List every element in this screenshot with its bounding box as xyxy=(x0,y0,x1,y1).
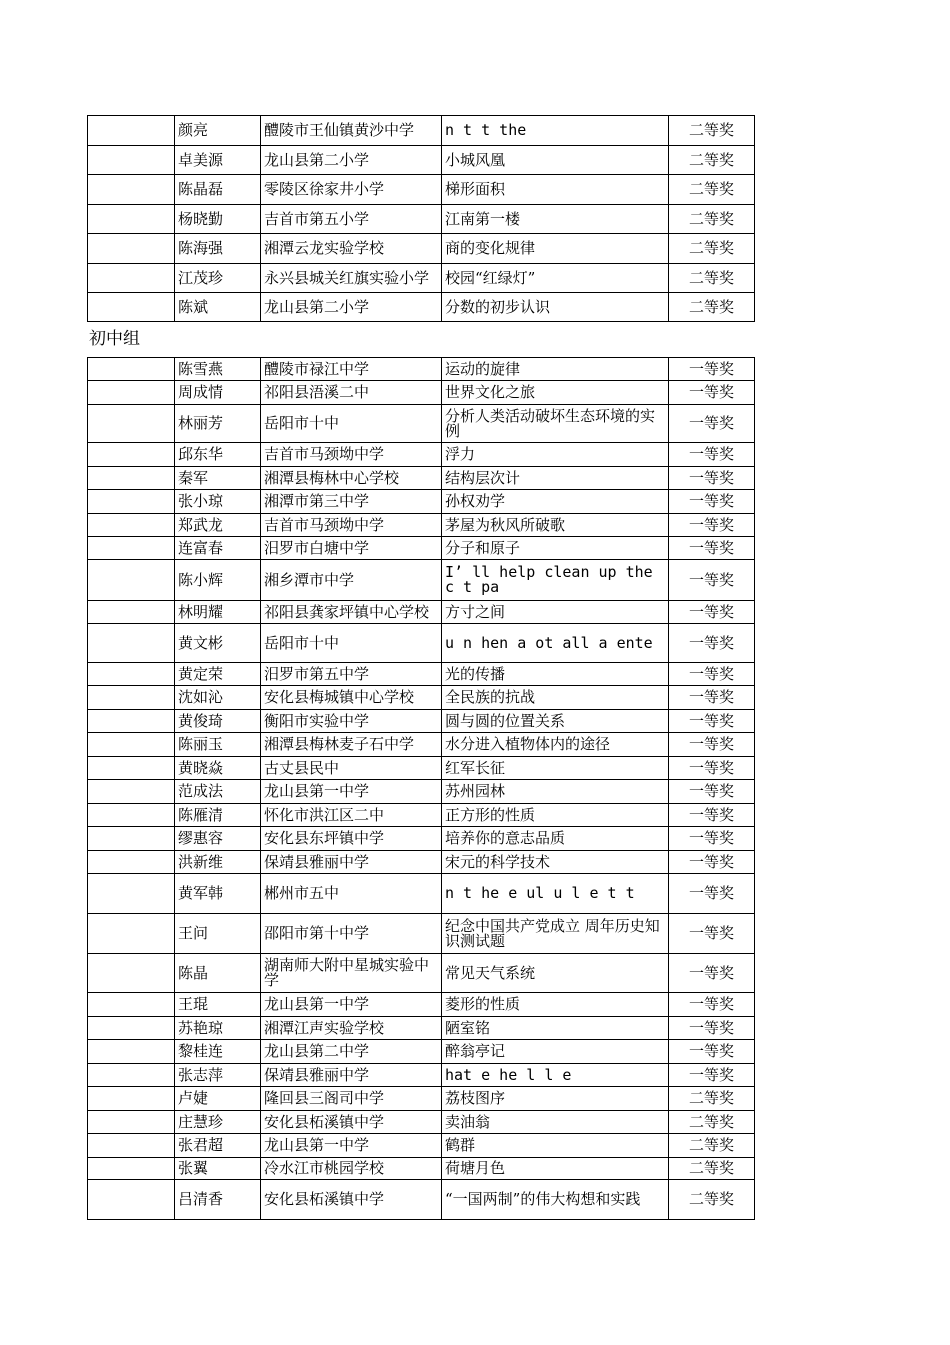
award-cell: 一等奖 xyxy=(669,954,755,993)
title-cell: n t t the xyxy=(442,116,669,146)
award-cell: 一等奖 xyxy=(669,874,755,914)
index-cell xyxy=(88,710,175,733)
title-cell: 荔枝图序 xyxy=(442,1087,669,1111)
title-cell: 菱形的性质 xyxy=(442,993,669,1017)
school-cell: 醴陵市禄江中学 xyxy=(261,358,442,381)
name-cell: 黄军韩 xyxy=(175,874,261,914)
index-cell xyxy=(88,780,175,804)
table-row xyxy=(88,234,755,264)
table-row xyxy=(88,205,755,234)
table-row xyxy=(88,1017,755,1040)
title-cell: 分子和原子 xyxy=(442,537,669,560)
school-cell: 汨罗市第五中学 xyxy=(261,663,442,686)
award-cell: 二等奖 xyxy=(669,116,755,146)
name-cell: 林丽芳 xyxy=(175,405,261,443)
school-cell: 湖南师大附中星城实验中学 xyxy=(261,954,442,993)
award-cell: 二等奖 xyxy=(669,234,755,264)
award-cell: 一等奖 xyxy=(669,710,755,733)
name-cell: 陈晶 xyxy=(175,954,261,993)
table-row xyxy=(88,537,755,560)
title-cell: 茅屋为秋风所破歌 xyxy=(442,514,669,537)
award-cell: 一等奖 xyxy=(669,443,755,467)
school-cell: 醴陵市王仙镇黄沙中学 xyxy=(261,116,442,146)
table-row xyxy=(88,1064,755,1087)
index-cell xyxy=(88,514,175,537)
award-cell: 二等奖 xyxy=(669,1158,755,1180)
school-cell: 龙山县第一中学 xyxy=(261,993,442,1017)
name-cell: 黄晓焱 xyxy=(175,757,261,780)
table-row xyxy=(88,490,755,514)
school-cell: 安化县梅城镇中心学校 xyxy=(261,686,442,710)
index-cell xyxy=(88,827,175,851)
table-row xyxy=(88,686,755,710)
title-cell: 孙权劝学 xyxy=(442,490,669,514)
name-cell: 周成情 xyxy=(175,381,261,405)
awards-table-junior-high-body xyxy=(88,358,755,1220)
index-cell xyxy=(88,1111,175,1134)
awards-table-junior-high xyxy=(87,357,755,1220)
title-cell: 苏州园林 xyxy=(442,780,669,804)
table-row xyxy=(88,1180,755,1220)
name-cell: 陈丽玉 xyxy=(175,733,261,757)
index-cell xyxy=(88,537,175,560)
table-row xyxy=(88,1111,755,1134)
name-cell: 邱东华 xyxy=(175,443,261,467)
title-cell: 陋室铭 xyxy=(442,1017,669,1040)
school-cell: 龙山县第一中学 xyxy=(261,780,442,804)
school-cell: 安化县柘溪镇中学 xyxy=(261,1180,442,1220)
table-row xyxy=(88,827,755,851)
title-cell: 常见天气系统 xyxy=(442,954,669,993)
name-cell: 陈海强 xyxy=(175,234,261,264)
index-cell xyxy=(88,686,175,710)
school-cell: 岳阳市十中 xyxy=(261,405,442,443)
awards-table-upper-body xyxy=(88,116,755,322)
table-row xyxy=(88,733,755,757)
title-cell: 卖油翁 xyxy=(442,1111,669,1134)
table-row xyxy=(88,467,755,490)
title-cell: 商的变化规律 xyxy=(442,234,669,264)
title-cell: 校园“红绿灯” xyxy=(442,264,669,293)
table-row xyxy=(88,560,755,601)
school-cell: 古丈县民中 xyxy=(261,757,442,780)
table-row xyxy=(88,146,755,175)
index-cell xyxy=(88,1158,175,1180)
index-cell xyxy=(88,1064,175,1087)
title-cell: “一国两制”的伟大构想和实践 xyxy=(442,1180,669,1220)
school-cell: 湘潭市第三中学 xyxy=(261,490,442,514)
name-cell: 范成法 xyxy=(175,780,261,804)
school-cell: 冷水江市桃园学校 xyxy=(261,1158,442,1180)
table-row xyxy=(88,116,755,146)
school-cell: 怀化市洪江区二中 xyxy=(261,804,442,827)
name-cell: 颜亮 xyxy=(175,116,261,146)
title-cell: 醉翁亭记 xyxy=(442,1040,669,1064)
name-cell: 江茂珍 xyxy=(175,264,261,293)
award-cell: 二等奖 xyxy=(669,1087,755,1111)
award-cell: 一等奖 xyxy=(669,757,755,780)
name-cell: 陈晶磊 xyxy=(175,175,261,205)
index-cell xyxy=(88,804,175,827)
table-row xyxy=(88,1134,755,1158)
title-cell: 梯形面积 xyxy=(442,175,669,205)
award-cell: 二等奖 xyxy=(669,146,755,175)
award-cell: 一等奖 xyxy=(669,686,755,710)
name-cell: 吕清香 xyxy=(175,1180,261,1220)
index-cell xyxy=(88,358,175,381)
title-cell: 结构层次计 xyxy=(442,467,669,490)
index-cell xyxy=(88,1180,175,1220)
name-cell: 卓美源 xyxy=(175,146,261,175)
index-cell xyxy=(88,1087,175,1111)
award-cell: 一等奖 xyxy=(669,827,755,851)
school-cell: 祁阳县浯溪二中 xyxy=(261,381,442,405)
school-cell: 湘潭江声实验学校 xyxy=(261,1017,442,1040)
index-cell xyxy=(88,851,175,874)
name-cell: 缪惠容 xyxy=(175,827,261,851)
table-row xyxy=(88,804,755,827)
table-row xyxy=(88,293,755,322)
award-cell: 一等奖 xyxy=(669,851,755,874)
title-cell: n t he e ul u l e t t xyxy=(442,874,669,914)
index-cell xyxy=(88,624,175,663)
table-row xyxy=(88,851,755,874)
name-cell: 卢婕 xyxy=(175,1087,261,1111)
school-cell: 湘乡潭市中学 xyxy=(261,560,442,601)
school-cell: 零陵区徐家井小学 xyxy=(261,175,442,205)
name-cell: 王问 xyxy=(175,914,261,954)
name-cell: 连富春 xyxy=(175,537,261,560)
index-cell xyxy=(88,914,175,954)
table-row xyxy=(88,954,755,993)
index-cell xyxy=(88,601,175,624)
title-cell: 运动的旋律 xyxy=(442,358,669,381)
award-cell: 一等奖 xyxy=(669,467,755,490)
table-row xyxy=(88,601,755,624)
title-cell: 培养你的意志品质 xyxy=(442,827,669,851)
name-cell: 庄慧珍 xyxy=(175,1111,261,1134)
title-cell: I’ ll help clean up the c t pa xyxy=(442,560,669,601)
title-cell: 圆与圆的位置关系 xyxy=(442,710,669,733)
school-cell: 保靖县雅丽中学 xyxy=(261,1064,442,1087)
award-cell: 二等奖 xyxy=(669,1134,755,1158)
table-row xyxy=(88,710,755,733)
index-cell xyxy=(88,293,175,322)
name-cell: 陈小辉 xyxy=(175,560,261,601)
school-cell: 湘潭县梅林麦子石中学 xyxy=(261,733,442,757)
name-cell: 陈雁清 xyxy=(175,804,261,827)
award-cell: 二等奖 xyxy=(669,264,755,293)
index-cell xyxy=(88,663,175,686)
title-cell: 正方形的性质 xyxy=(442,804,669,827)
school-cell: 龙山县第二小学 xyxy=(261,293,442,322)
award-cell: 二等奖 xyxy=(669,293,755,322)
school-cell: 湘潭县梅林中心学校 xyxy=(261,467,442,490)
award-cell: 一等奖 xyxy=(669,804,755,827)
school-cell: 祁阳县龚家坪镇中心学校 xyxy=(261,601,442,624)
table-row xyxy=(88,1040,755,1064)
school-cell: 龙山县第二小学 xyxy=(261,146,442,175)
award-cell: 一等奖 xyxy=(669,490,755,514)
index-cell xyxy=(88,205,175,234)
award-cell: 一等奖 xyxy=(669,358,755,381)
title-cell: 光的传播 xyxy=(442,663,669,686)
title-cell: u n hen a ot all a ente xyxy=(442,624,669,663)
name-cell: 张小琼 xyxy=(175,490,261,514)
award-cell: 一等奖 xyxy=(669,560,755,601)
table-row xyxy=(88,780,755,804)
index-cell xyxy=(88,467,175,490)
title-cell: 分数的初步认识 xyxy=(442,293,669,322)
name-cell: 黄俊琦 xyxy=(175,710,261,733)
title-cell: 纪念中国共产党成立 周年历史知识测试题 xyxy=(442,914,669,954)
table-row xyxy=(88,757,755,780)
school-cell: 邵阳市第十中学 xyxy=(261,914,442,954)
name-cell: 秦军 xyxy=(175,467,261,490)
table-row xyxy=(88,663,755,686)
index-cell xyxy=(88,405,175,443)
name-cell: 张君超 xyxy=(175,1134,261,1158)
title-cell: 世界文化之旅 xyxy=(442,381,669,405)
table-row xyxy=(88,514,755,537)
school-cell: 永兴县城关红旗实验小学 xyxy=(261,264,442,293)
school-cell: 隆回县三阁司中学 xyxy=(261,1087,442,1111)
index-cell xyxy=(88,175,175,205)
table-row xyxy=(88,1087,755,1111)
group-label-junior-high: 初中组 xyxy=(89,329,140,349)
award-cell: 二等奖 xyxy=(669,175,755,205)
school-cell: 吉首市第五小学 xyxy=(261,205,442,234)
name-cell: 陈雪燕 xyxy=(175,358,261,381)
school-cell: 岳阳市十中 xyxy=(261,624,442,663)
award-cell: 二等奖 xyxy=(669,1111,755,1134)
name-cell: 王琨 xyxy=(175,993,261,1017)
title-cell: 分析人类活动破坏生态环境的实例 xyxy=(442,405,669,443)
name-cell: 陈斌 xyxy=(175,293,261,322)
index-cell xyxy=(88,954,175,993)
table-row xyxy=(88,381,755,405)
index-cell xyxy=(88,381,175,405)
title-cell: 全民族的抗战 xyxy=(442,686,669,710)
school-cell: 吉首市马颈坳中学 xyxy=(261,514,442,537)
table-row xyxy=(88,443,755,467)
name-cell: 苏艳琼 xyxy=(175,1017,261,1040)
title-cell: 荷塘月色 xyxy=(442,1158,669,1180)
table-row xyxy=(88,405,755,443)
index-cell xyxy=(88,116,175,146)
title-cell: hat e he l l e xyxy=(442,1064,669,1087)
title-cell: 鹤群 xyxy=(442,1134,669,1158)
school-cell: 湘潭云龙实验学校 xyxy=(261,234,442,264)
school-cell: 龙山县第一中学 xyxy=(261,1134,442,1158)
index-cell xyxy=(88,757,175,780)
name-cell: 黎桂连 xyxy=(175,1040,261,1064)
index-cell xyxy=(88,443,175,467)
title-cell: 水分进入植物体内的途径 xyxy=(442,733,669,757)
index-cell xyxy=(88,733,175,757)
table-row xyxy=(88,358,755,381)
school-cell: 安化县柘溪镇中学 xyxy=(261,1111,442,1134)
award-cell: 一等奖 xyxy=(669,914,755,954)
table-row xyxy=(88,914,755,954)
name-cell: 张翼 xyxy=(175,1158,261,1180)
award-cell: 一等奖 xyxy=(669,601,755,624)
name-cell: 黄定荣 xyxy=(175,663,261,686)
award-cell: 一等奖 xyxy=(669,663,755,686)
table-row xyxy=(88,175,755,205)
table-row xyxy=(88,1158,755,1180)
name-cell: 洪新维 xyxy=(175,851,261,874)
award-cell: 一等奖 xyxy=(669,993,755,1017)
name-cell: 杨晓勤 xyxy=(175,205,261,234)
title-cell: 方寸之间 xyxy=(442,601,669,624)
award-cell: 一等奖 xyxy=(669,405,755,443)
index-cell xyxy=(88,1017,175,1040)
index-cell xyxy=(88,1134,175,1158)
award-cell: 一等奖 xyxy=(669,624,755,663)
title-cell: 小城风凰 xyxy=(442,146,669,175)
index-cell xyxy=(88,146,175,175)
name-cell: 林明耀 xyxy=(175,601,261,624)
award-cell: 二等奖 xyxy=(669,1180,755,1220)
award-cell: 一等奖 xyxy=(669,381,755,405)
award-cell: 一等奖 xyxy=(669,733,755,757)
title-cell: 红军长征 xyxy=(442,757,669,780)
table-row xyxy=(88,624,755,663)
index-cell xyxy=(88,490,175,514)
school-cell: 龙山县第二中学 xyxy=(261,1040,442,1064)
index-cell xyxy=(88,234,175,264)
index-cell xyxy=(88,874,175,914)
index-cell xyxy=(88,993,175,1017)
award-cell: 一等奖 xyxy=(669,780,755,804)
title-cell: 江南第一楼 xyxy=(442,205,669,234)
name-cell: 沈如沁 xyxy=(175,686,261,710)
award-cell: 二等奖 xyxy=(669,205,755,234)
table-row xyxy=(88,874,755,914)
award-cell: 一等奖 xyxy=(669,1040,755,1064)
awards-table-upper xyxy=(87,115,755,322)
school-cell: 保靖县雅丽中学 xyxy=(261,851,442,874)
school-cell: 安化县东坪镇中学 xyxy=(261,827,442,851)
table-row xyxy=(88,264,755,293)
index-cell xyxy=(88,264,175,293)
award-cell: 一等奖 xyxy=(669,537,755,560)
title-cell: 浮力 xyxy=(442,443,669,467)
award-cell: 一等奖 xyxy=(669,1017,755,1040)
table-row xyxy=(88,993,755,1017)
name-cell: 郑武龙 xyxy=(175,514,261,537)
school-cell: 汨罗市白塘中学 xyxy=(261,537,442,560)
school-cell: 衡阳市实验中学 xyxy=(261,710,442,733)
award-cell: 一等奖 xyxy=(669,514,755,537)
school-cell: 郴州市五中 xyxy=(261,874,442,914)
school-cell: 吉首市马颈坳中学 xyxy=(261,443,442,467)
index-cell xyxy=(88,560,175,601)
award-cell: 一等奖 xyxy=(669,1064,755,1087)
name-cell: 张志萍 xyxy=(175,1064,261,1087)
index-cell xyxy=(88,1040,175,1064)
name-cell: 黄文彬 xyxy=(175,624,261,663)
title-cell: 宋元的科学技术 xyxy=(442,851,669,874)
